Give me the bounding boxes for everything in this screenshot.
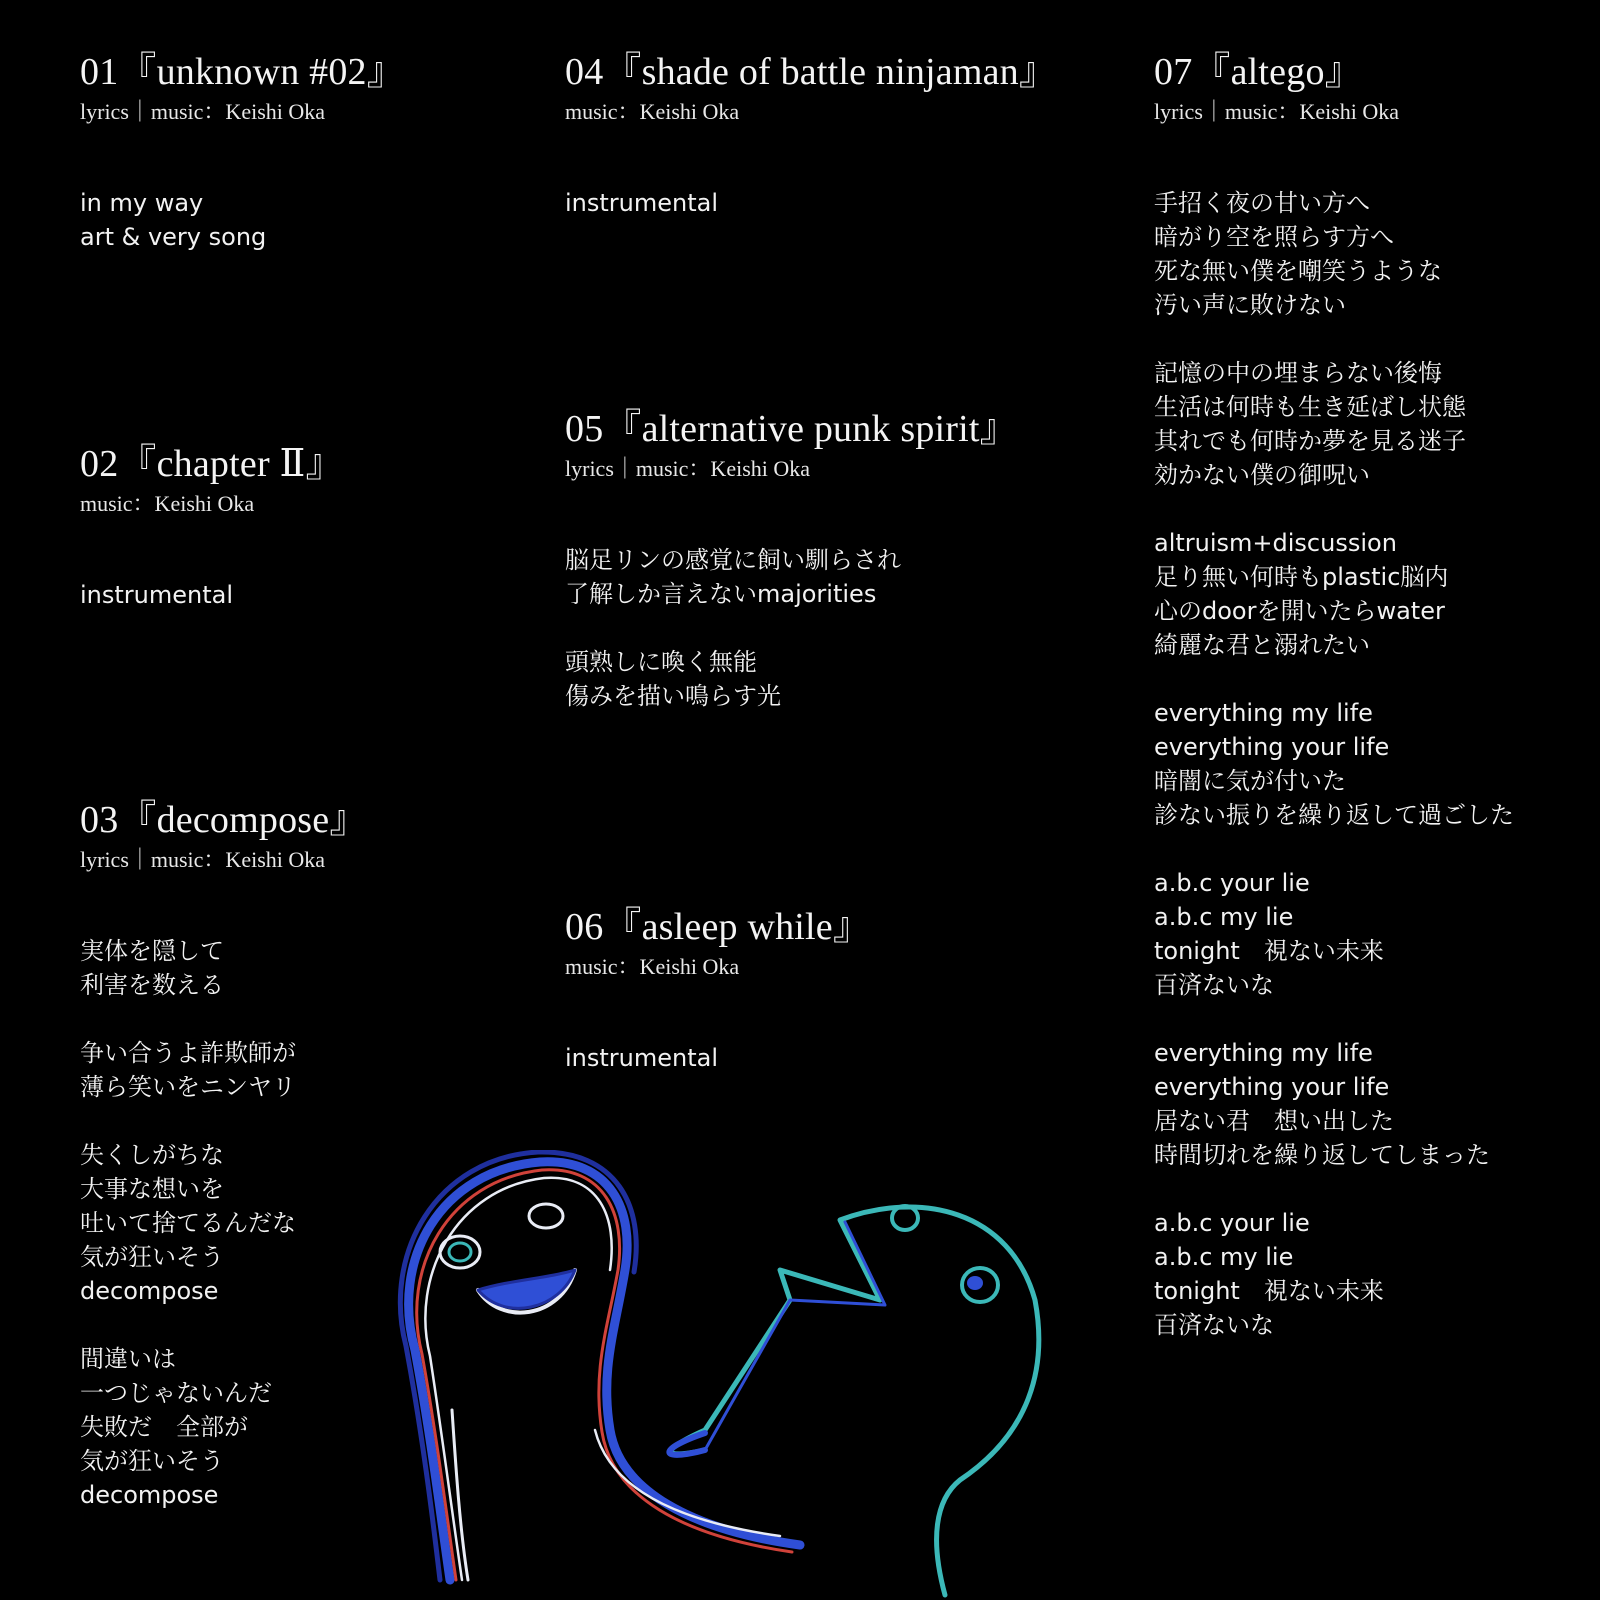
lyric-line: 生活は何時も生き延ばし状態 [1154,393,1466,421]
lyric-line: 気が狂いそう [80,1243,224,1271]
stanza [80,1342,368,1512]
lyric-line: everything my life [1154,699,1373,727]
track-credit: music：Keishi Oka [565,954,740,979]
lyrics-block [565,186,1057,220]
stanza [565,186,1057,220]
lyric-line: 記憶の中の埋まらない後悔 [1154,359,1442,387]
track-credit: music：Keishi Oka [80,491,255,516]
lyric-line: a.b.c my lie [1154,903,1294,931]
lyric-line: a.b.c your lie [1154,869,1310,897]
lyric-line: everything my life [1154,1039,1373,1067]
stanza [565,543,1018,611]
lyric-line: 死な無い僕を嘲笑うような [1154,257,1442,285]
track-credit: lyrics｜music：Keishi Oka [80,847,326,872]
lyric-line: decompose [80,1481,219,1509]
left-figure [400,1152,800,1580]
track-title: 01『unknown #02』 [80,51,405,93]
lyric-line: 手招く夜の甘い方へ [1154,189,1370,217]
lyric-line: art & very song [80,223,267,251]
lyric-line: 綺麗な君と溺れたい [1154,631,1370,659]
track-05 [565,407,1018,747]
lyric-line: 間違いは [80,1345,176,1373]
track-03 [80,798,368,1546]
track-credit: lyrics｜music：Keishi Oka [1154,99,1400,124]
track-04 [565,50,1057,254]
doodle-illustration [360,1150,1080,1600]
stanza [565,645,1018,713]
lyric-line: 時間切れを繰り返してしまった [1154,1141,1490,1169]
track-title: 02『chapter Ⅱ』 [80,443,344,485]
track-title: 03『decompose』 [80,799,368,841]
stanza [1154,356,1514,492]
lyric-line: a.b.c my lie [1154,1243,1294,1271]
lyric-line: 傷みを描い鳴らす光 [565,682,781,710]
stanza [1154,1036,1514,1172]
lyric-line: a.b.c your lie [1154,1209,1310,1237]
lyric-line: 百済ないな [1154,1311,1274,1339]
lyric-line: 百済ないな [1154,971,1274,999]
track-title: 07『altego』 [1154,51,1363,93]
lyric-line: 足り無い何時もplastic脳内 [1154,563,1449,591]
stanza [1154,866,1514,1002]
lyrics-block [80,578,344,612]
lyrics-block [565,1041,871,1075]
stanza [1154,186,1514,322]
lyric-line: in my way [80,189,204,217]
lyric-line: 其れでも何時か夢を見る迷子 [1154,427,1466,455]
lyrics-block [565,543,1018,713]
stanza [1154,696,1514,832]
lyric-line: tonight 視ない未来 [1154,1277,1384,1305]
lyric-line: 暗がり空を照らす方へ [1154,223,1394,251]
track-title: 04『shade of battle ninjaman』 [565,51,1058,93]
stanza [80,186,405,254]
lyric-line: tonight 視ない未来 [1154,937,1384,965]
lyric-line: instrumental [565,189,719,217]
lyric-line: 汚い声に敗けない [1154,291,1346,319]
lyric-line: 効かない僕の御呪い [1154,461,1370,489]
track-01 [80,50,405,288]
lyric-line: 吐いて捨てるんだな [80,1209,296,1237]
track-02 [80,442,344,646]
lyric-line: 頭熟しに喚く無能 [565,648,757,676]
lyrics-block [80,186,405,254]
lyric-line: 気が狂いそう [80,1447,224,1475]
track-credit: music：Keishi Oka [565,99,740,124]
lyric-line: 脳足リンの感覚に飼い馴らされ [565,546,901,574]
lyric-line: decompose [80,1277,219,1305]
lyrics-block [80,934,368,1512]
lyric-line: 心のdoorを開いたらwater [1154,597,1445,625]
lyric-line: 一つじゃないんだ [80,1379,272,1407]
lyric-line: everything your life [1154,733,1390,761]
track-07 [1154,50,1514,1376]
track-06 [565,905,871,1109]
lyric-line: altruism+discussion [1154,529,1397,557]
stanza [80,934,368,1002]
stanza [80,1138,368,1308]
lyric-line: 薄ら笑いをニンヤリ [80,1073,296,1101]
lyric-line: 争い合うよ詐欺師が [80,1039,296,1067]
lyric-line: 失敗だ 全部が [80,1413,248,1441]
lyric-line: 大事な想いを [80,1175,224,1203]
lyric-line: 居ない君 想い出した [1154,1107,1394,1135]
stanza [80,578,344,612]
lyric-line: 利害を数える [80,971,224,999]
stanza [1154,1206,1514,1342]
lyric-line: 失くしがちな [80,1141,224,1169]
lyrics-block [1154,186,1514,1342]
stanza [80,1036,368,1104]
lyric-line: 了解しか言えないmajorities [565,580,877,608]
track-title: 06『asleep while』 [565,906,872,948]
stanza [565,1041,871,1075]
track-credit: lyrics｜music：Keishi Oka [565,456,811,481]
stanza [1154,526,1514,662]
lyric-line: 暗闇に気が付いた [1154,767,1346,795]
lyric-line: everything your life [1154,1073,1390,1101]
lyric-line: 実体を隠して [80,937,224,965]
track-credit: lyrics｜music：Keishi Oka [80,99,326,124]
track-title: 05『alternative punk spirit』 [565,408,1018,450]
lyric-line: instrumental [565,1044,719,1072]
lyric-line: 診ない振りを繰り返して過ごした [1154,801,1514,829]
lyric-line: instrumental [80,581,234,609]
